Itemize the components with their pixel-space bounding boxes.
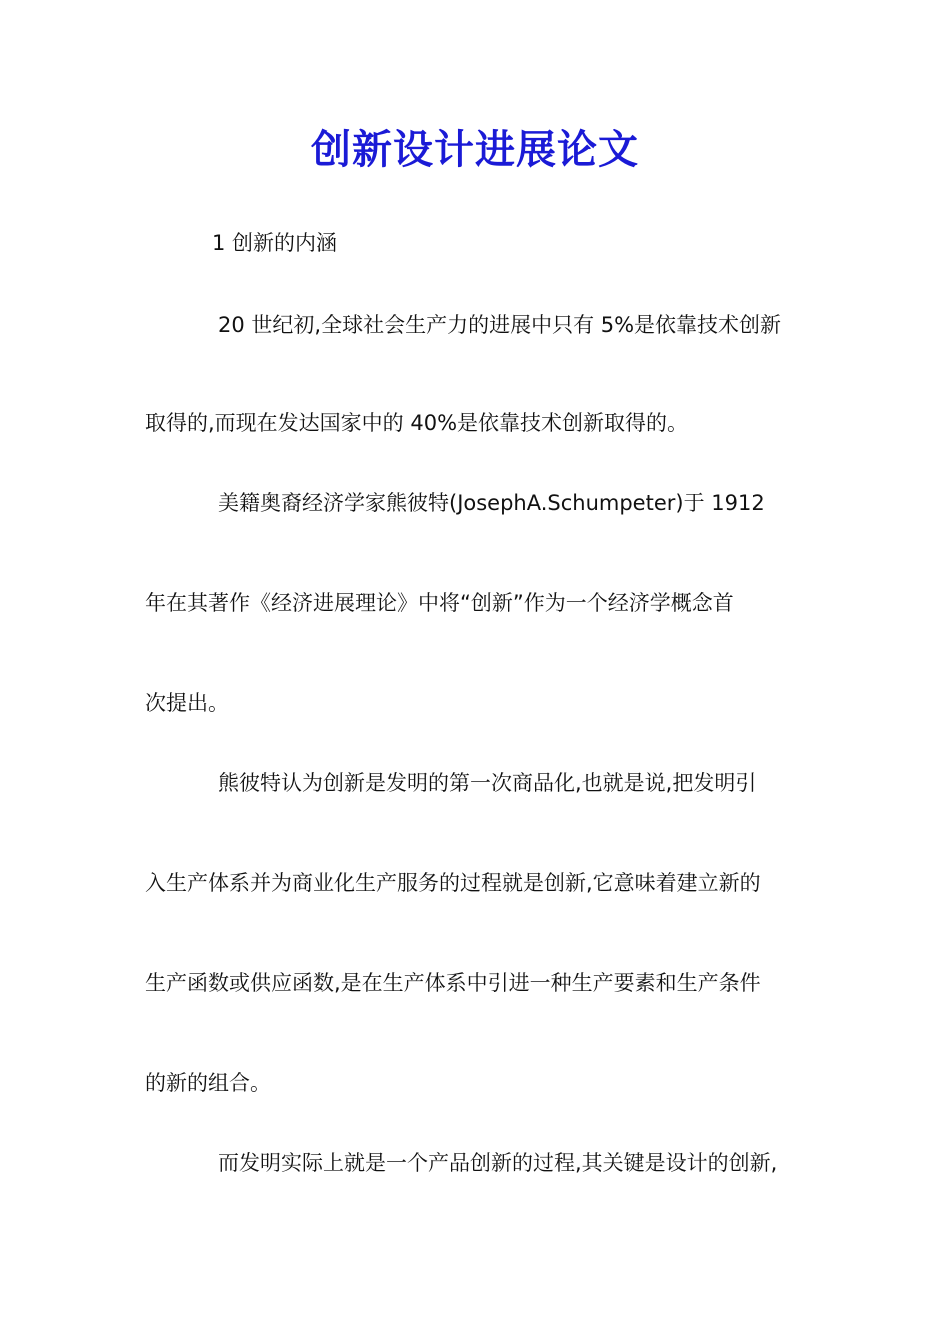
paragraph-line: 20 世纪初,全球社会生产力的进展中只有 5%是依靠技术创新 (218, 313, 782, 337)
paragraph-line: 美籍奥裔经济学家熊彼特(JosephA.Schumpeter)于 1912 (218, 491, 765, 515)
paragraph-line: 次提出。 (145, 691, 229, 715)
paragraph-line: 入生产体系并为商业化生产服务的过程就是创新,它意味着建立新的 (145, 871, 761, 895)
paragraph-line: 的新的组合。 (145, 1071, 271, 1095)
document-title: 创新设计进展论文 (311, 127, 639, 173)
section-heading: 1 创新的内涵 (212, 231, 338, 255)
paragraph-line: 而发明实际上就是一个产品创新的过程,其关键是设计的创新, (218, 1151, 778, 1175)
paragraph-line: 熊彼特认为创新是发明的第一次商品化,也就是说,把发明引 (218, 771, 757, 795)
paragraph-line: 生产函数或供应函数,是在生产体系中引进一种生产要素和生产条件 (145, 971, 761, 995)
paragraph-line: 取得的,而现在发达国家中的 40%是依靠技术创新取得的。 (145, 411, 689, 435)
paragraph-line: 年在其著作《经济进展理论》中将“创新”作为一个经济学概念首 (145, 591, 734, 615)
